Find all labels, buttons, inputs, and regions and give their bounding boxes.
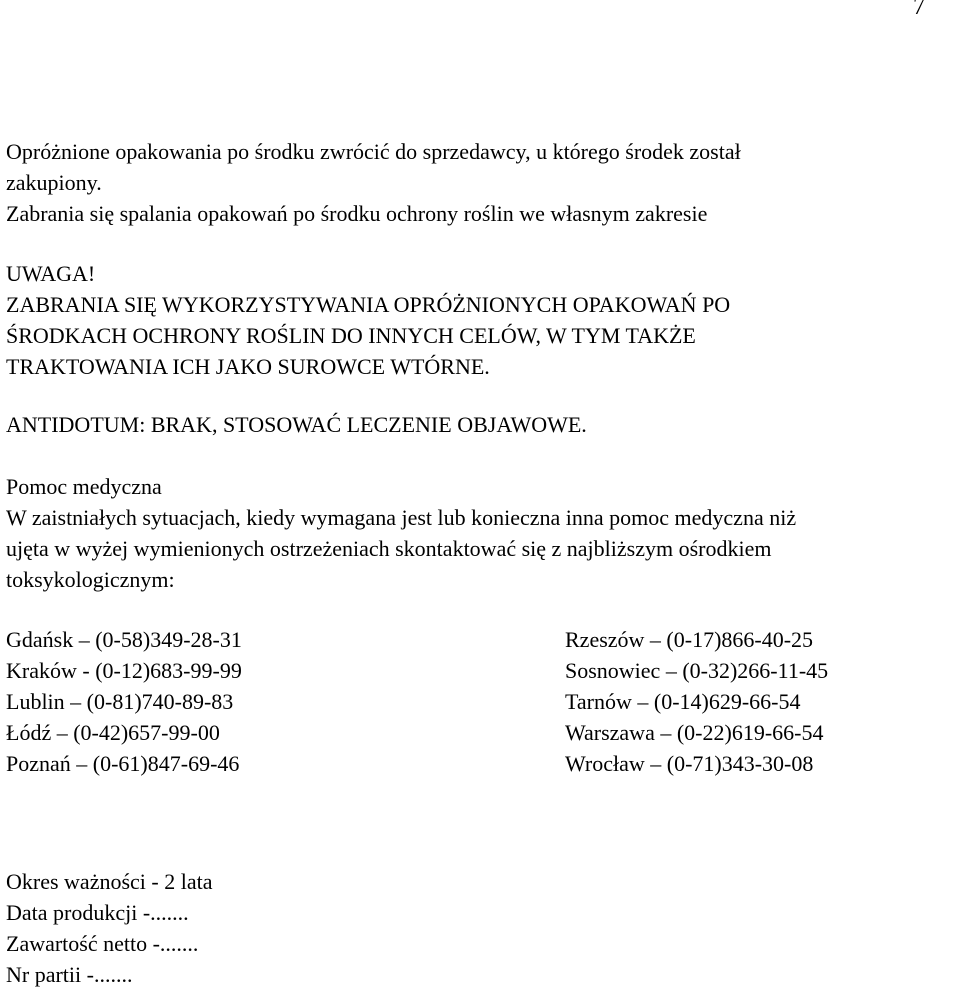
contact-entry: Warszawa – (0-22)619-66-54 bbox=[565, 720, 824, 745]
contact-entry: Kraków - (0-12)683-99-99 bbox=[6, 658, 242, 683]
contact-entry: Sosnowiec – (0-32)266-11-45 bbox=[565, 658, 829, 683]
batch-number: Nr partii -....... bbox=[6, 962, 133, 987]
disposal-line: zakupiony. bbox=[6, 170, 102, 195]
warning-line: TRAKTOWANIA ICH JAKO SUROWCE WTÓRNE. bbox=[6, 354, 490, 379]
contacts-right-column bbox=[565, 624, 828, 779]
medical-help-section bbox=[6, 471, 796, 595]
medical-help-line: ujęta w wyżej wymienionych ostrzeżeniach skontaktować się z najbliższym ośrodkiem bbox=[6, 536, 772, 561]
medical-help-line: toksykologicznym: bbox=[6, 567, 175, 592]
medical-help-line: W zaistniałych sytuacjach, kiedy wymagana jest lub konieczna inna pomoc medyczna niż bbox=[6, 505, 797, 530]
antidote-text: ANTIDOTUM: BRAK, STOSOWAĆ LECZENIE OBJAWOWE. bbox=[6, 412, 587, 437]
medical-help-heading: Pomoc medyczna bbox=[6, 474, 162, 499]
warning-heading: UWAGA! bbox=[6, 261, 96, 286]
contact-entry: Poznań – (0-61)847-69-46 bbox=[6, 751, 240, 776]
disposal-line: Opróżnione opakowania po środku zwrócić do sprzedawcy, u którego środek został bbox=[6, 139, 741, 164]
antidote-section bbox=[6, 409, 587, 440]
disposal-line: Zabrania się spalania opakowań po środku ochrony roślin we własnym zakresie bbox=[6, 201, 708, 226]
contact-entry: Gdańsk – (0-58)349-28-31 bbox=[6, 627, 242, 652]
warning-line: ŚRODKACH OCHRONY ROŚLIN DO INNYCH CELÓW, W TYM TAKŻE bbox=[6, 323, 696, 348]
contact-entry: Wrocław – (0-71)343-30-08 bbox=[565, 751, 814, 776]
production-date: Data produkcji -....... bbox=[6, 900, 189, 925]
footer-section bbox=[6, 866, 212, 990]
contact-entry: Łódź – (0-42)657-99-00 bbox=[6, 720, 220, 745]
shelf-life: Okres ważności - 2 lata bbox=[6, 869, 213, 894]
net-content: Zawartość netto -....... bbox=[6, 931, 199, 956]
contacts-left-column bbox=[6, 624, 242, 779]
contact-entry: Tarnów – (0-14)629-66-54 bbox=[565, 689, 801, 714]
disposal-section bbox=[6, 136, 741, 229]
contact-entry: Rzeszów – (0-17)866-40-25 bbox=[565, 627, 814, 652]
warning-section bbox=[6, 258, 730, 382]
page-number: 7 bbox=[913, 0, 925, 20]
contact-entry: Lublin – (0-81)740-89-83 bbox=[6, 689, 234, 714]
warning-line: ZABRANIA SIĘ WYKORZYSTYWANIA OPRÓŻNIONYCH OPAKOWAŃ PO bbox=[6, 292, 731, 317]
